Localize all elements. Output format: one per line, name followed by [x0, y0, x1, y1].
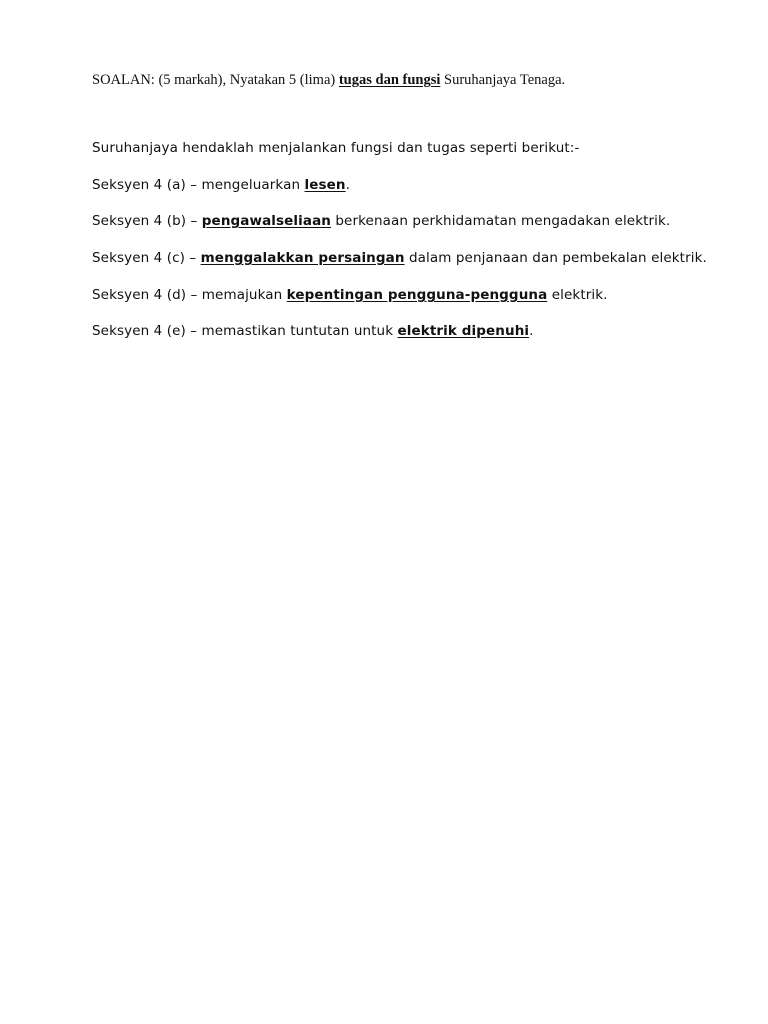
item-prefix: Seksyen 4 (d) – memajukan	[92, 287, 287, 303]
item-emphasis: pengawalseliaan	[201, 213, 331, 229]
item-emphasis: kepentingan pengguna-pengguna	[286, 287, 548, 303]
item-prefix: Seksyen 4 (b) –	[92, 213, 202, 229]
section-item-d	[92, 285, 608, 305]
question-suffix: Suruhanjaya Tenaga.	[440, 72, 566, 88]
answer-intro: Suruhanjaya hendaklah menjalankan fungsi dan tugas seperti berikut:-	[92, 140, 580, 156]
section-item-b	[92, 211, 670, 231]
item-emphasis: lesen	[304, 177, 346, 193]
item-prefix: Seksyen 4 (a) – mengeluarkan	[92, 177, 305, 193]
section-item-e	[92, 321, 534, 341]
item-prefix: Seksyen 4 (c) –	[92, 250, 201, 266]
question-heading	[92, 70, 565, 90]
item-suffix: .	[529, 323, 534, 339]
item-suffix: elektrik.	[547, 287, 608, 303]
section-item-c	[92, 248, 707, 268]
question-emphasis: tugas dan fungsi	[338, 72, 441, 88]
item-prefix: Seksyen 4 (e) – memastikan tuntutan untuk	[92, 323, 398, 339]
item-suffix: berkenaan perkhidamatan mengadakan elektrik.	[331, 213, 671, 229]
item-emphasis: menggalakkan persaingan	[200, 250, 405, 266]
section-item-a	[92, 175, 350, 195]
item-suffix: dalam penjanaan dan pembekalan elektrik.	[404, 250, 707, 266]
question-prefix: SOALAN: (5 markah), Nyatakan 5 (lima)	[92, 72, 339, 88]
item-suffix: .	[345, 177, 351, 193]
item-emphasis: elektrik dipenuhi	[397, 323, 530, 339]
